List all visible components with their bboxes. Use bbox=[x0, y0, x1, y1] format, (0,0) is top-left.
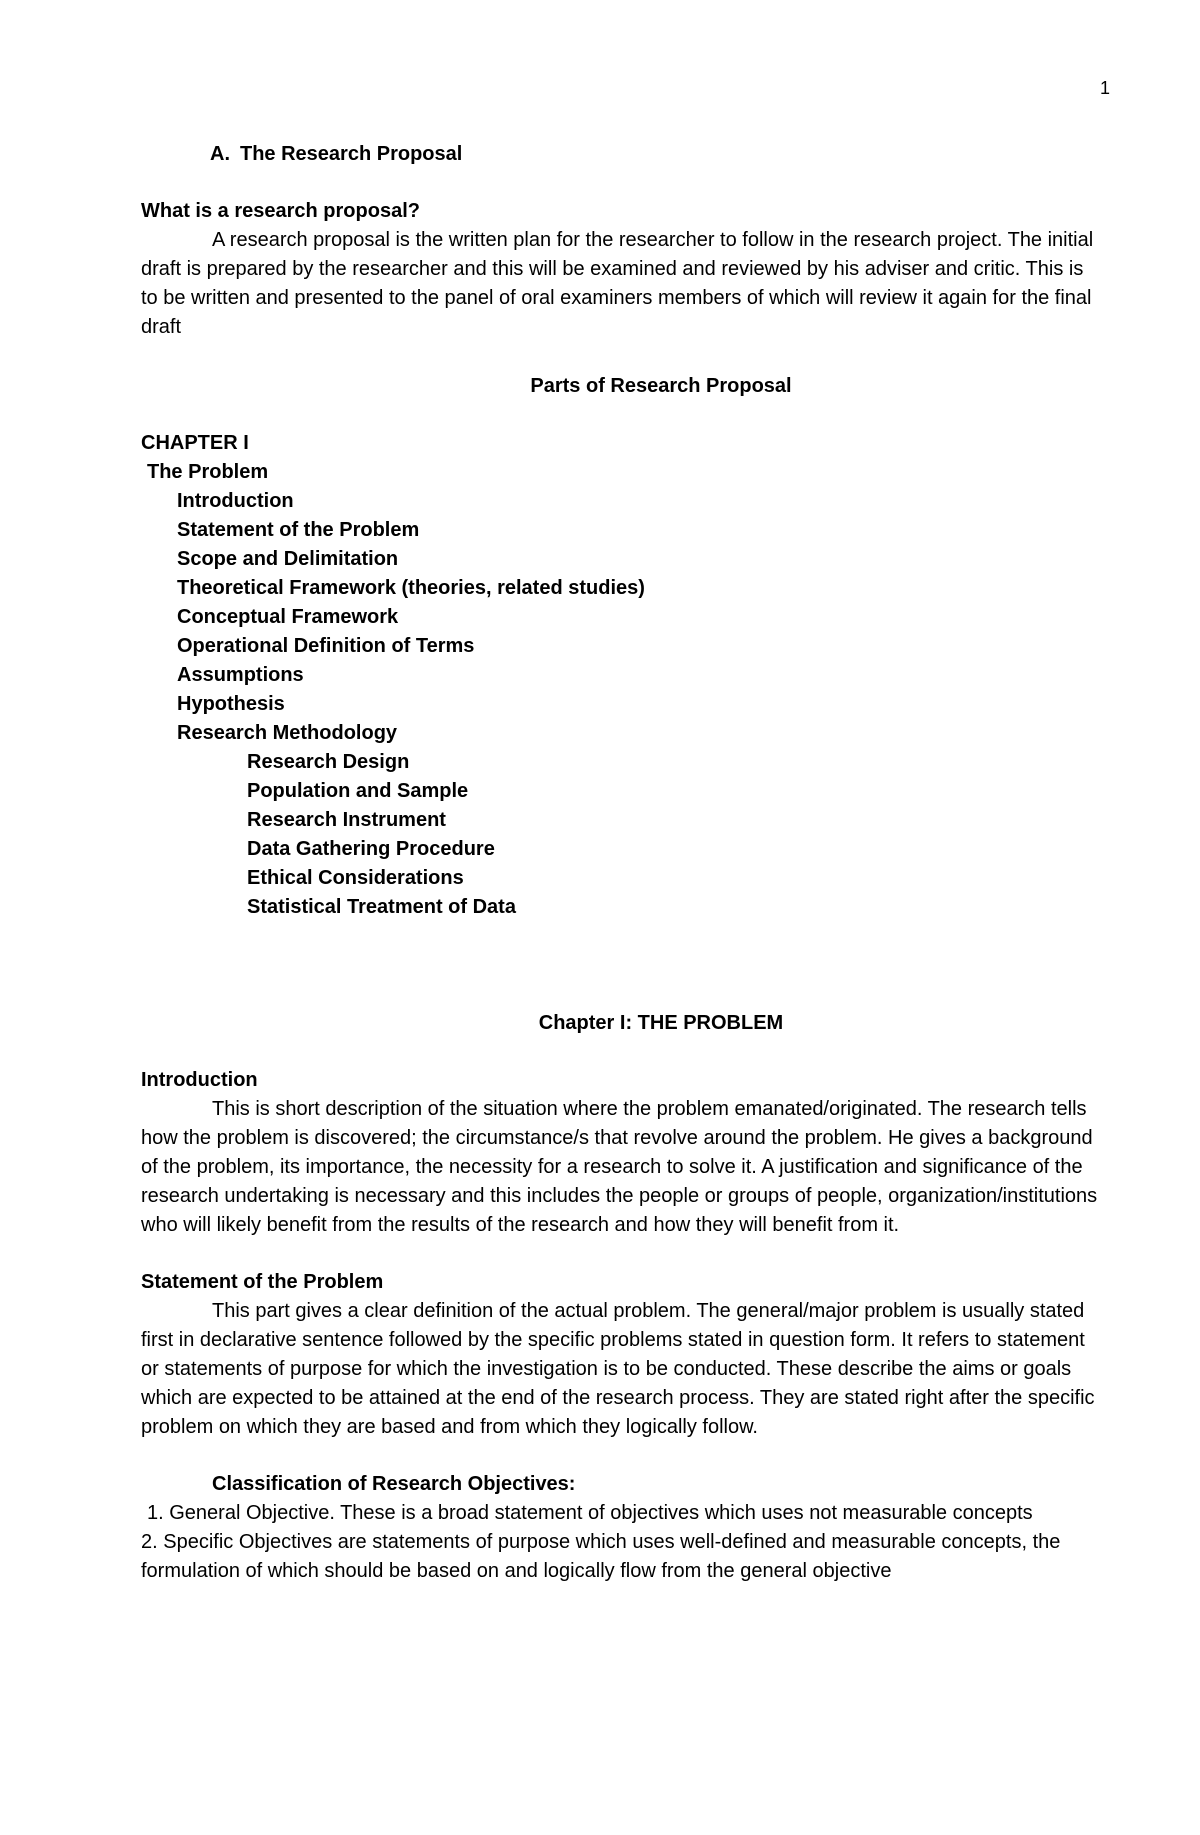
methodology-item: Population and Sample bbox=[247, 780, 469, 802]
outline-item: Introduction bbox=[177, 490, 294, 512]
methodology-item: Research Design bbox=[247, 751, 410, 773]
objectives-heading: Classification of Research Objectives: bbox=[212, 1473, 576, 1495]
outline-item: Assumptions bbox=[177, 664, 304, 686]
page-number: 1 bbox=[1100, 78, 1111, 98]
statement-heading: Statement of the Problem bbox=[141, 1271, 384, 1293]
document-body bbox=[141, 140, 1101, 1586]
section-title: The Research Proposal bbox=[240, 143, 463, 165]
parts-title: Parts of Research Proposal bbox=[530, 375, 792, 397]
outline-item: Scope and Delimitation bbox=[177, 548, 399, 570]
outline-item: Conceptual Framework bbox=[177, 606, 399, 628]
methodology-item: Research Instrument bbox=[247, 809, 446, 831]
objective-item: 1. General Objective. These is a broad statement of objectives which uses not measurable concepts bbox=[147, 1502, 1033, 1524]
introduction-paragraph: This is short description of the situation where the problem emanated/originated. The research tells how the problem is discovered; the circumstance/s that revolve around the problem. He gives a background of the problem, its importance, the necessity for a research to solve it. A justification and significance of the research undertaking is necessary and this includes the people or groups of people, organization/institutions who will likely benefit from the results of the research and how they will benefit from it. bbox=[141, 1098, 1098, 1236]
outline-item: Hypothesis bbox=[177, 693, 285, 715]
parts-outline bbox=[141, 429, 1101, 922]
chapter1-title: Chapter I: THE PROBLEM bbox=[538, 1012, 784, 1034]
section-heading bbox=[210, 140, 1101, 169]
methodology-item: Data Gathering Procedure bbox=[247, 838, 495, 860]
outline-item: Statement of the Problem bbox=[177, 519, 420, 541]
outline-item: Theoretical Framework (theories, related studies) bbox=[177, 577, 645, 599]
introduction-heading: Introduction bbox=[141, 1069, 258, 1091]
what-is-heading: What is a research proposal? bbox=[141, 200, 420, 222]
chapter-title: The Problem bbox=[147, 461, 269, 483]
statement-paragraph: This part gives a clear definition of the actual problem. The general/major problem is usually stated first in declarative sentence followed by the specific problems stated in question form. It refers to statement or statements of purpose for which the investigation is to be conducted. These describe the aims or goals which are expected to be attained at the end of the research process. They are stated right after the specific problem on which they are based and from which they logically follow. bbox=[141, 1300, 1095, 1438]
outline-item: Research Methodology bbox=[177, 722, 398, 744]
chapter-label: CHAPTER I bbox=[141, 432, 249, 454]
section-marker: A. bbox=[210, 143, 230, 165]
methodology-item: Ethical Considerations bbox=[247, 867, 464, 889]
methodology-item: Statistical Treatment of Data bbox=[247, 896, 516, 918]
objective-item: 2. Specific Objectives are statements of purpose which uses well-defined and measurable concepts, the formulation of which should be based on and logically flow from the general objective bbox=[141, 1531, 1061, 1582]
outline-item: Operational Definition of Terms bbox=[177, 635, 475, 657]
what-is-paragraph: A research proposal is the written plan for the researcher to follow in the research project. The initial draft is prepared by the researcher and this will be examined and reviewed by his adviser and critic. This is to be written and presented to the panel of oral examiners members of which will review it again for the final draft bbox=[141, 229, 1094, 338]
